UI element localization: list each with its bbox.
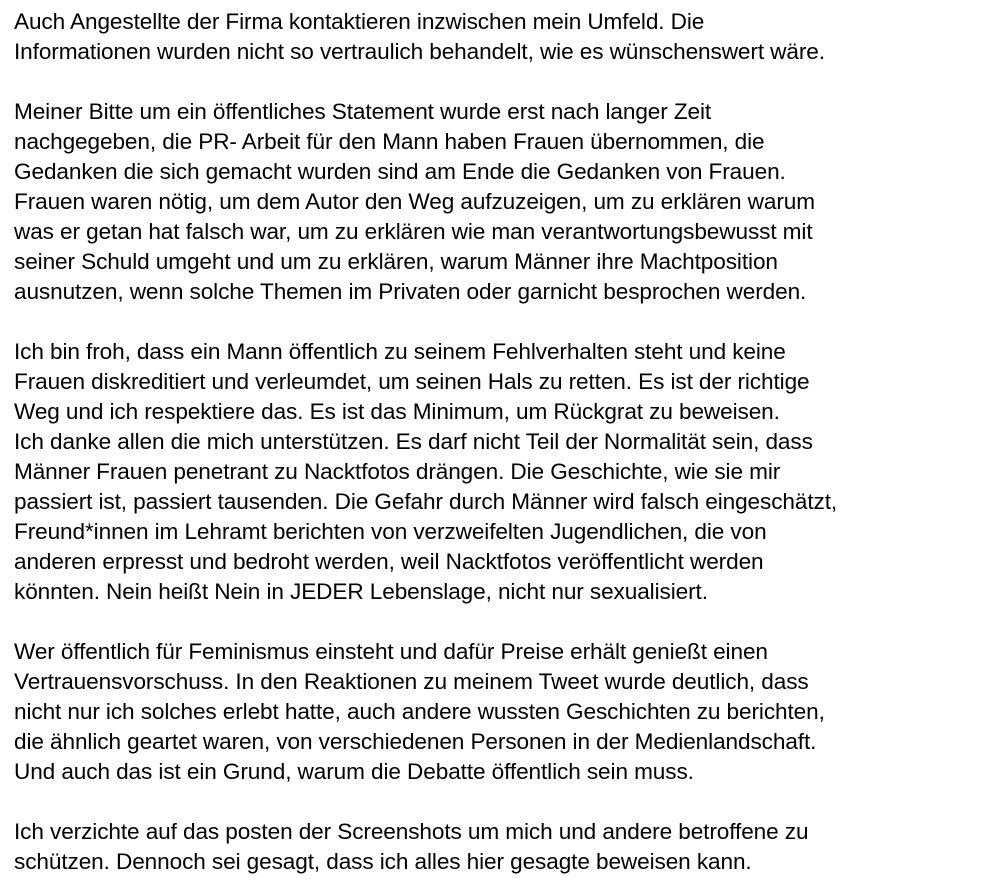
text-line: Frauen waren nötig, um dem Autor den Weg aufzuzeigen, um zu erklären warum bbox=[14, 189, 815, 214]
text-line: Meiner Bitte um ein öffentliches Statement wurde erst nach langer Zeit bbox=[14, 99, 712, 124]
text-line: Informationen wurden nicht so vertraulich behandelt, wie es wünschenswert wäre. bbox=[14, 39, 825, 64]
text-line: Männer Frauen penetrant zu Nacktfotos drängen. Die Geschichte, wie sie mir bbox=[14, 459, 781, 484]
text-line: seiner Schuld umgeht und um zu erklären, warum Männer ihre Machtposition bbox=[14, 249, 778, 274]
paragraph bbox=[14, 7, 986, 67]
text-line: Vertrauensvorschuss. In den Reaktionen zu meinem Tweet wurde deutlich, dass bbox=[14, 669, 809, 694]
text-line: Und auch das ist ein Grund, warum die Debatte öffentlich sein muss. bbox=[14, 759, 694, 784]
text-line: Ich bin froh, dass ein Mann öffentlich zu seinem Fehlverhalten steht und keine bbox=[14, 339, 786, 364]
text-line: Wer öffentlich für Feminismus einsteht und dafür Preise erhält genießt einen bbox=[14, 639, 768, 664]
text-line: Gedanken die sich gemacht wurden sind am Ende die Gedanken von Frauen. bbox=[14, 159, 786, 184]
text-line: die ähnlich geartet waren, von verschiedenen Personen in der Medienlandschaft. bbox=[14, 729, 817, 754]
text-line: Freund*innen im Lehramt berichten von verzweifelten Jugendlichen, die von bbox=[14, 519, 767, 544]
text-line: könnten. Nein heißt Nein in JEDER Lebenslage, nicht nur sexualisiert. bbox=[14, 579, 708, 604]
text-line: nachgegeben, die PR- Arbeit für den Mann haben Frauen übernommen, die bbox=[14, 129, 765, 154]
text-line: anderen erpresst und bedroht werden, weil Nacktfotos veröffentlicht werden bbox=[14, 549, 764, 574]
document-body bbox=[14, 7, 986, 877]
text-line: Auch Angestellte der Firma kontaktieren inzwischen mein Umfeld. Die bbox=[14, 9, 705, 34]
text-line: passiert ist, passiert tausenden. Die Gefahr durch Männer wird falsch eingeschätzt, bbox=[14, 489, 838, 514]
text-line: schützen. Dennoch sei gesagt, dass ich alles hier gesagte beweisen kann. bbox=[14, 849, 752, 874]
text-line: was er getan hat falsch war, um zu erklären wie man verantwortungsbewusst mit bbox=[14, 219, 813, 244]
text-line: Ich verzichte auf das posten der Screenshots um mich und andere betroffene zu bbox=[14, 819, 809, 844]
paragraph bbox=[14, 97, 986, 307]
text-line: Weg und ich respektiere das. Es ist das Minimum, um Rückgrat zu beweisen. bbox=[14, 399, 780, 424]
text-line: Frauen diskreditiert und verleumdet, um seinen Hals zu retten. Es ist der richtige bbox=[14, 369, 810, 394]
paragraph bbox=[14, 637, 986, 787]
paragraph bbox=[14, 337, 986, 607]
text-line: nicht nur ich solches erlebt hatte, auch andere wussten Geschichten zu berichten, bbox=[14, 699, 825, 724]
text-line: ausnutzen, wenn solche Themen im Privaten oder garnicht besprochen werden. bbox=[14, 279, 807, 304]
paragraph bbox=[14, 817, 986, 877]
text-line: Ich danke allen die mich unterstützen. Es darf nicht Teil der Normalität sein, dass bbox=[14, 429, 813, 454]
